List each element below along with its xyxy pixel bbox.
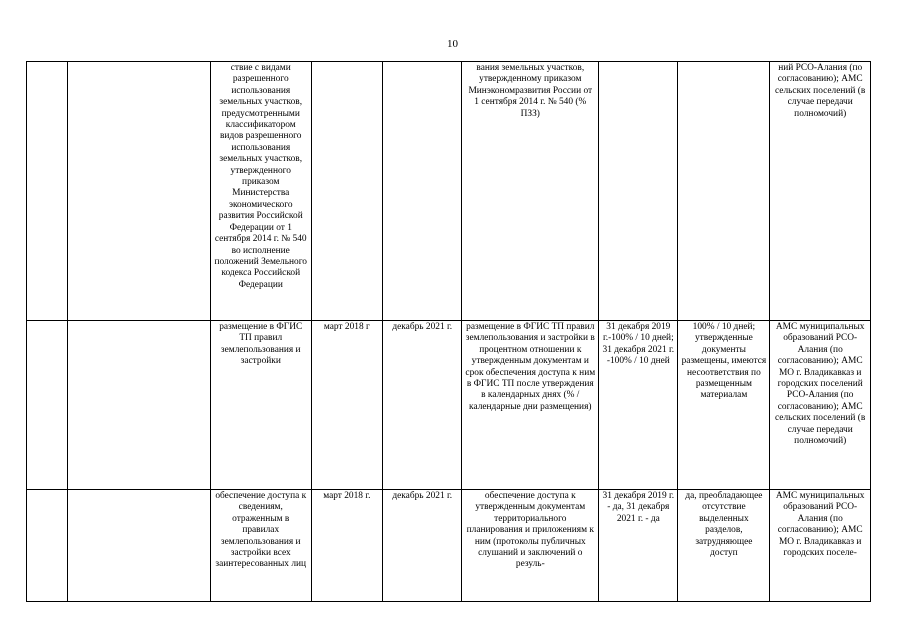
current-value-cell: 100% / 10 дней; утвержденные документы размещены, имеются несоответствия по размещенным материалам (678, 321, 770, 490)
table-row (27, 321, 871, 490)
indicator-cell: обеспечение доступа к утвержденным документам территориального планирования и приложениям к ним (протоколы публичных слушаний и заключений о резуль- (462, 490, 599, 602)
measure-description-cell: размещение в ФГИС ТП правил землепользования и застройки (210, 321, 311, 490)
start-date-cell: март 2018 г (311, 321, 383, 490)
table-cell (27, 321, 68, 490)
table-cell (27, 62, 68, 321)
target-value-cell: 31 декабря 2019 г.-100% / 10 дней; 31 декабря 2021 г. -100% / 10 дней (599, 321, 678, 490)
responsible-cell: АМС муниципальных образований РСО-Алания (по согласованию); АМС МО г. Владикавказ и городских поселе- (770, 490, 871, 602)
table-cell (67, 321, 210, 490)
target-value-cell: 31 декабря 2019 г. - да, 31 декабря 2021 г. - да (599, 490, 678, 602)
responsible-cell: ний РСО-Алания (по согласованию); АМС сельских поселений (в случае передачи полномочий) (770, 62, 871, 321)
measures-table (26, 61, 871, 602)
measure-description-cell: ствие с видами разрешенного использования земельных участков, предусмотренными классификатором видов разрешенного использования земельных участков, утвержденного приказом Министерства экономического развития Российской Федерации от 1 сентября 2014 г. № 540 во исполнение положений Земельного кодекса Российской Федерации (210, 62, 311, 321)
measure-description-cell: обеспечение доступа к сведениям, отраженным в правилах землепользования и застройки всех заинтересованных лиц (210, 490, 311, 602)
current-value-cell: да, преобладающее отсутствие выделенных разделов, затрудняющее доступ (678, 490, 770, 602)
indicator-cell: вания земельных участков, утвержденному приказом Минэкономразвития России от 1 сентября 2014 г. № 540 (% ПЗЗ) (462, 62, 599, 321)
end-date-cell (383, 62, 462, 321)
end-date-cell: декабрь 2021 г. (383, 321, 462, 490)
target-value-cell (599, 62, 678, 321)
responsible-cell: АМС муниципальных образований РСО-Алания (по согласованию); АМС МО г. Владикавказ и городских поселений РСО-Алания (по согласованию); АМС сельских поселений (в случае передачи полномочий) (770, 321, 871, 490)
table-cell (67, 490, 210, 602)
start-date-cell: март 2018 г. (311, 490, 383, 602)
current-value-cell (678, 62, 770, 321)
table-cell (27, 490, 68, 602)
table-row (27, 62, 871, 321)
table-row (27, 490, 871, 602)
end-date-cell: декабрь 2021 г. (383, 490, 462, 602)
table-cell (67, 62, 210, 321)
page-number: 10 (447, 38, 458, 50)
start-date-cell (311, 62, 383, 321)
indicator-cell: размещение в ФГИС ТП правил землепользования и застройки в процентном отношении к утвержденным документам и срок обеспечения доступа к ним в ФГИС ТП после утверждения в календарных днях (% /календарные дни размещения) (462, 321, 599, 490)
